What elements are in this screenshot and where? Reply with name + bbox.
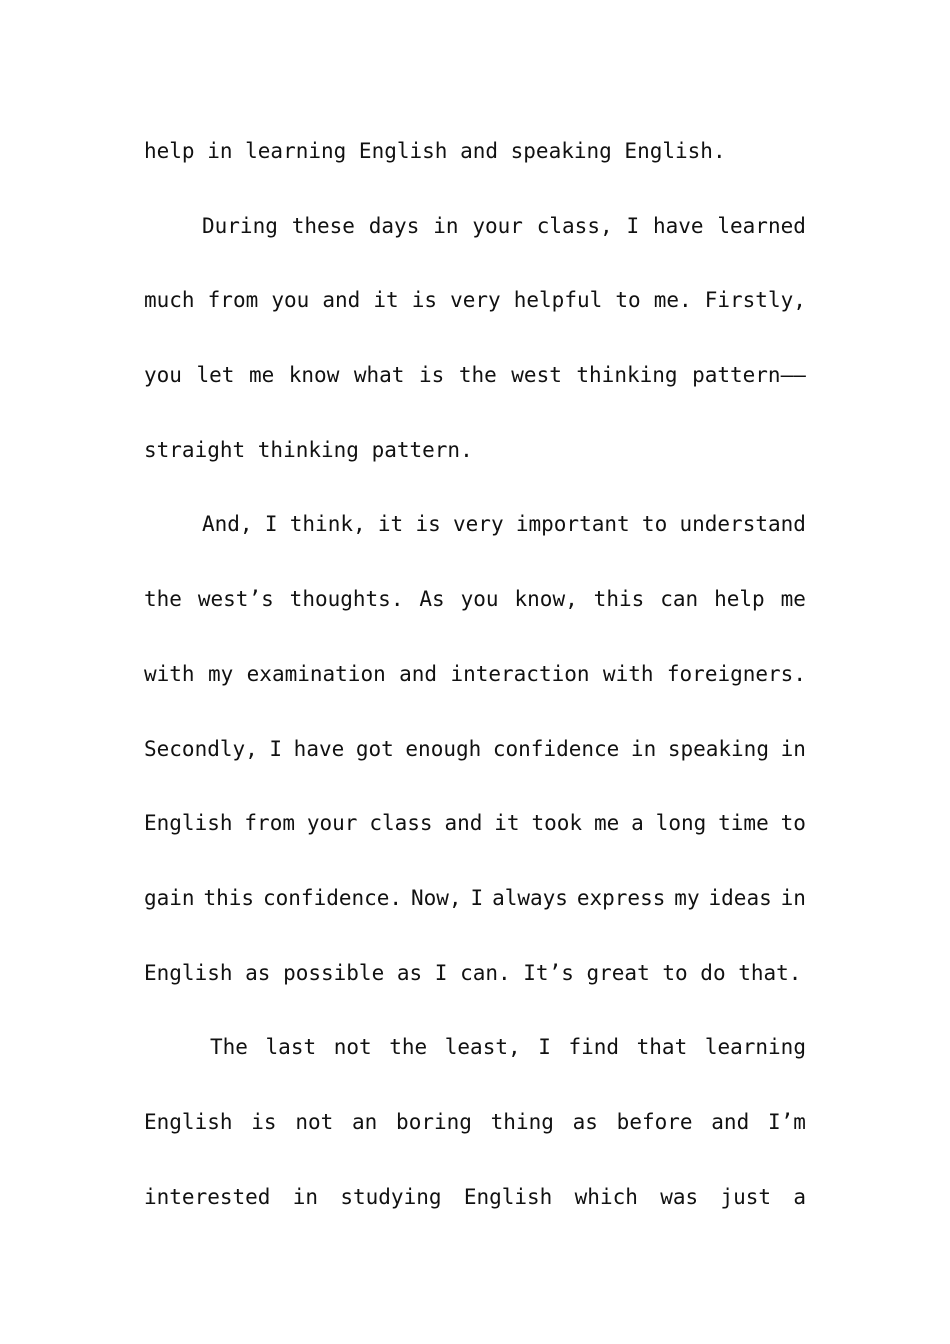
word: studying <box>340 1184 442 1209</box>
word: examination <box>246 661 386 686</box>
text-line-7 <box>144 562 806 637</box>
word: ideas <box>708 885 772 910</box>
word: west <box>511 363 562 388</box>
word: before <box>616 1109 693 1134</box>
word: you <box>271 288 310 313</box>
word: enough <box>405 736 482 761</box>
word: in <box>433 213 459 238</box>
word: find <box>568 1035 620 1060</box>
text-line-5: straight thinking pattern. <box>144 437 473 462</box>
word: much <box>144 288 195 313</box>
text-line-1: help in learning English and speaking English. <box>144 139 726 163</box>
word: thoughts. <box>289 587 404 612</box>
text-line-15 <box>144 1160 806 1235</box>
word: very <box>450 288 501 313</box>
word: a <box>631 811 644 836</box>
word: long <box>655 811 707 836</box>
word: in <box>630 736 657 761</box>
word: Firstly, <box>704 288 806 313</box>
word: I <box>538 1035 551 1060</box>
word: thinking <box>576 363 678 388</box>
word: I <box>470 885 484 910</box>
word: is <box>411 288 438 313</box>
word: know <box>288 363 340 388</box>
word: time <box>718 811 769 836</box>
word: last <box>265 1035 317 1060</box>
word: a <box>793 1184 806 1209</box>
word: and <box>322 288 361 313</box>
word: important <box>515 512 630 537</box>
word: it <box>377 512 404 537</box>
word: from <box>207 288 259 313</box>
word: you <box>460 587 499 612</box>
word: me <box>248 363 275 388</box>
word: I <box>626 213 640 238</box>
word: The <box>210 1035 248 1060</box>
word: and <box>711 1109 750 1134</box>
word: help <box>714 587 765 612</box>
word: is <box>415 512 441 537</box>
text-line-6 <box>144 487 806 562</box>
word: and <box>444 811 483 836</box>
word: interaction <box>450 661 590 686</box>
word: me. <box>653 288 692 313</box>
word: in <box>780 736 806 761</box>
word: I <box>264 512 278 537</box>
word: with <box>144 661 195 686</box>
word: took <box>531 811 583 836</box>
word: this <box>203 885 255 910</box>
word: me <box>780 587 806 612</box>
word: to <box>780 811 806 836</box>
word: I’m <box>767 1109 806 1134</box>
word: it <box>373 288 399 313</box>
word: with <box>602 661 654 686</box>
word: gain <box>144 885 195 910</box>
text-line-11 <box>144 861 806 936</box>
word: got <box>355 736 394 761</box>
word: class <box>369 811 433 836</box>
word: As <box>419 587 445 612</box>
text-line-12: English as possible as I can. It’s great to do that. <box>144 960 802 985</box>
word: the <box>389 1035 428 1060</box>
word: speaking <box>667 736 769 761</box>
text-line-3 <box>144 263 806 338</box>
word: it <box>494 811 520 836</box>
text-line-2 <box>144 189 806 264</box>
word: English <box>144 811 233 836</box>
word: can <box>660 587 699 612</box>
document-text <box>144 114 806 1234</box>
word: was <box>660 1184 699 1209</box>
word: from <box>244 811 295 836</box>
word: which <box>574 1184 638 1209</box>
word: what <box>353 363 405 388</box>
word: least, <box>444 1035 521 1060</box>
word: Now, <box>411 885 462 910</box>
word: as <box>572 1109 598 1134</box>
word: foreigners. <box>666 661 806 686</box>
word: boring <box>396 1109 472 1134</box>
word: very <box>453 512 504 537</box>
word: west’s <box>197 587 274 612</box>
word: confidence <box>492 736 620 761</box>
word: English <box>463 1184 553 1209</box>
word: in <box>780 885 806 910</box>
word: is <box>418 363 445 388</box>
word: your <box>306 811 358 836</box>
word: me <box>593 811 620 836</box>
word: my <box>674 885 700 910</box>
word: Secondly, <box>144 736 258 761</box>
word: have <box>293 736 345 761</box>
word: not <box>295 1109 334 1134</box>
word: interested <box>144 1184 271 1209</box>
word: that <box>636 1035 688 1060</box>
word: just <box>720 1184 772 1209</box>
word: confidence. <box>263 885 403 910</box>
word: these <box>291 213 355 238</box>
word: your <box>472 213 523 238</box>
word: let <box>196 363 235 388</box>
word: And, <box>202 512 253 537</box>
word: in <box>292 1184 319 1209</box>
word: always <box>492 885 568 910</box>
word: understand <box>679 512 806 537</box>
word: think, <box>289 512 366 537</box>
text-line-9 <box>144 712 806 787</box>
word: to <box>615 288 641 313</box>
word: English <box>144 1109 233 1134</box>
word: learned <box>717 213 806 238</box>
word: to <box>641 512 668 537</box>
word: thing <box>490 1109 554 1134</box>
word: helpful <box>513 288 603 313</box>
text-line-8 <box>144 637 806 712</box>
word: During <box>202 213 278 238</box>
text-line-4 <box>144 338 806 413</box>
word: know, <box>514 587 578 612</box>
word: the <box>458 363 497 388</box>
word: learning <box>704 1035 806 1060</box>
word: you <box>144 363 182 388</box>
text-line-10 <box>144 786 806 861</box>
text-line-14 <box>144 1085 806 1160</box>
word: this <box>593 587 645 612</box>
word: my <box>207 661 234 686</box>
word: I <box>269 736 283 761</box>
word: not <box>333 1035 372 1060</box>
text-line-13 <box>144 1010 806 1085</box>
word: express <box>576 885 666 910</box>
word: days <box>368 213 420 238</box>
word: the <box>144 587 182 612</box>
word: and <box>399 661 438 686</box>
word: is <box>251 1109 277 1134</box>
word: have <box>652 213 704 238</box>
word: an <box>352 1109 378 1134</box>
word: pattern—— <box>692 363 806 388</box>
word: class, <box>536 213 613 238</box>
